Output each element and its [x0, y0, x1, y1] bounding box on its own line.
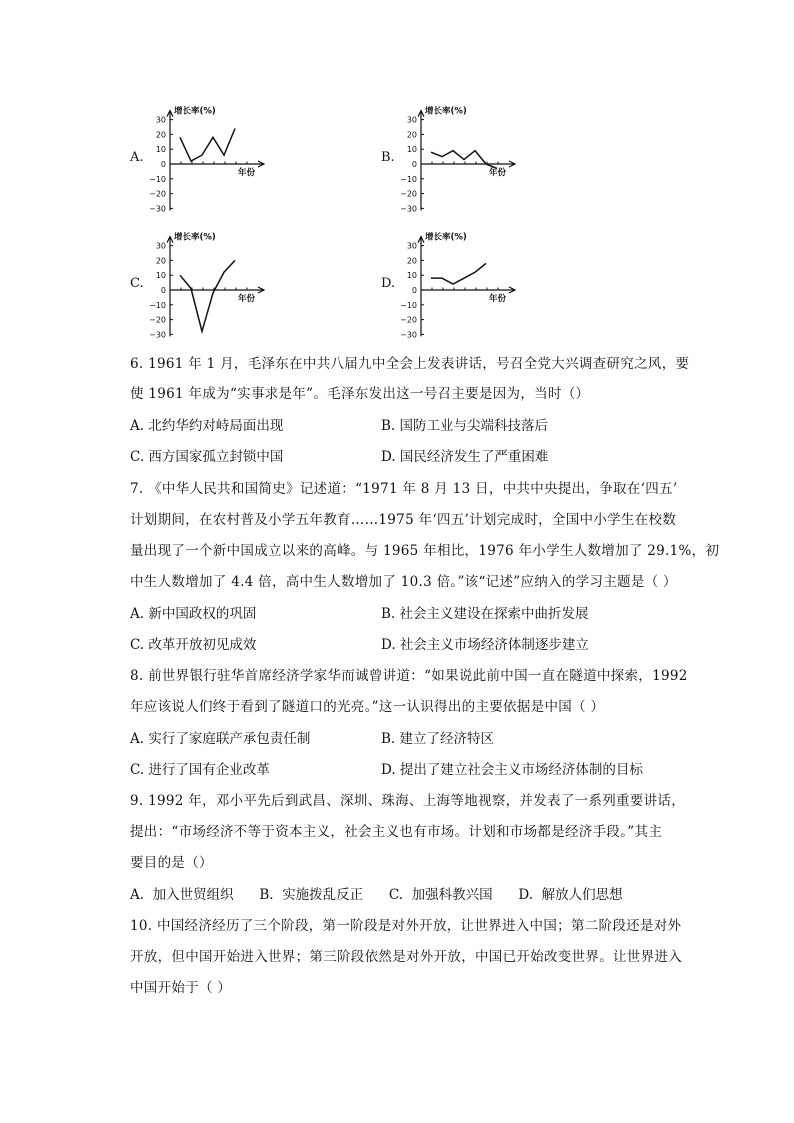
- y-axis-label: 增长率(%): [425, 232, 467, 243]
- question-8-option-d[interactable]: D. 提出了建立社会主义市场经济体制的目标: [381, 762, 643, 778]
- y-tick-label: −10: [149, 300, 166, 310]
- y-tick-label: 10: [406, 145, 417, 155]
- y-tick-label: 0: [411, 286, 417, 295]
- series-line: [431, 263, 486, 284]
- y-tick-label: −10: [400, 300, 417, 310]
- y-tick-label: −10: [400, 174, 417, 184]
- y-tick-label: −20: [400, 189, 417, 199]
- question-9-options[interactable]: A. 加入世贸组织 B. 实施拨乱反正 C. 加强科教兴国 D. 解放人们思想: [130, 887, 623, 903]
- y-tick-label: −30: [400, 330, 417, 340]
- y-tick-label: 10: [155, 271, 166, 281]
- question-9-stem-line-3: 要目的是（）: [130, 855, 213, 871]
- chart-option-a: [142, 98, 272, 218]
- question-7-option-c[interactable]: C. 改革开放初见成效: [130, 637, 257, 653]
- option-a-letter: A.: [130, 150, 144, 165]
- x-axis-label: 年份: [238, 294, 256, 304]
- option-b-letter: B.: [381, 150, 395, 165]
- question-6-stem-line-1: 6. 1961 年 1 月，毛泽东在中共八届九中全会上发表讲话，号召全党大兴调查研究之风，要: [130, 356, 690, 372]
- y-axis-label: 增长率(%): [174, 106, 216, 117]
- series-line: [180, 128, 235, 161]
- y-tick-label: 0: [411, 160, 417, 169]
- y-tick-label: 20: [406, 130, 417, 140]
- question-7-stem-line-4: 中生人数增加了 4.4 倍，高中生人数增加了 10.3 倍。”该“记述”应纳入的学习主题是（ ）: [130, 574, 677, 590]
- chart-option-d: [393, 224, 523, 344]
- question-10-stem-line-3: 中国开始于（ ）: [130, 980, 232, 996]
- question-9-stem-line-1: 9. 1992 年，邓小平先后到武昌、深圳、珠海、上海等地视察，并发表了一系列重要讲话，: [130, 793, 686, 809]
- y-tick-label: −20: [149, 189, 166, 199]
- question-7-stem-line-1: 7. 《中华人民共和国简史》记述道：“1971 年 8 月 13 日，中共中央提出，争取在‘四五’: [130, 481, 678, 497]
- question-7-option-d[interactable]: D. 社会主义市场经济体制逐步建立: [381, 637, 589, 653]
- question-7-stem-line-3: 量出现了一个新中国成立以来的高峰。与 1965 年相比，1976 年小学生人数增加了 29.1%，初: [130, 543, 720, 559]
- question-8-stem-line-2: 年应该说人们终于看到了隧道口的光亮。”这一认识得出的主要依据是中国（ ）: [130, 699, 605, 715]
- question-6-stem-line-2: 使 1961 年成为“实事求是年”。毛泽东发出这一号召主要是因为，当时（）: [130, 386, 590, 402]
- question-9-stem-line-2: 提出：“市场经济不等于资本主义，社会主义也有市场。计划和市场都是经济手段。”其主: [130, 824, 663, 840]
- series-line: [431, 151, 497, 169]
- y-tick-label: −20: [149, 315, 166, 325]
- question-6-option-b[interactable]: B. 国防工业与尖端科技落后: [381, 418, 549, 434]
- chart-option-b: [393, 98, 523, 218]
- question-8-stem-line-1: 8. 前世界银行驻华首席经济学家华而诚曾讲道：“如果说此前中国一直在隧道中探索，1992: [130, 668, 688, 684]
- y-tick-label: 30: [406, 241, 417, 251]
- y-tick-label: 0: [160, 286, 166, 295]
- y-tick-label: −20: [400, 315, 417, 325]
- y-tick-label: 10: [155, 145, 166, 155]
- y-tick-label: −30: [149, 330, 166, 340]
- y-tick-label: 30: [406, 115, 417, 125]
- y-axis-label: 增长率(%): [425, 106, 467, 117]
- question-8-option-c[interactable]: C. 进行了国有企业改革: [130, 762, 270, 778]
- y-tick-label: 20: [155, 256, 166, 266]
- series-line: [180, 260, 235, 331]
- option-d-letter: D.: [381, 276, 396, 291]
- chart-option-c: [142, 224, 272, 344]
- y-axis-label: 增长率(%): [174, 232, 216, 243]
- option-c-letter: C.: [130, 276, 144, 291]
- y-tick-label: 10: [406, 271, 417, 281]
- y-tick-label: 20: [406, 256, 417, 266]
- question-6-option-d[interactable]: D. 国民经济发生了严重困难: [381, 449, 549, 465]
- x-axis-label: 年份: [238, 168, 256, 178]
- question-6-option-a[interactable]: A. 北约华约对峙局面出现: [130, 418, 284, 434]
- y-tick-label: −30: [149, 204, 166, 214]
- y-tick-label: 20: [155, 130, 166, 140]
- question-6-option-c[interactable]: C. 西方国家孤立封锁中国: [130, 449, 284, 465]
- y-tick-label: 30: [155, 241, 166, 251]
- y-tick-label: −10: [149, 174, 166, 184]
- question-7-option-b[interactable]: B. 社会主义建设在探索中曲折发展: [381, 606, 589, 622]
- y-tick-label: 0: [160, 160, 166, 169]
- y-tick-label: 30: [155, 115, 166, 125]
- question-8-option-a[interactable]: A. 实行了家庭联产承包责任制: [130, 731, 311, 747]
- question-10-stem-line-1: 10. 中国经济经历了三个阶段，第一阶段是对外开放，让世界进入中国；第二阶段还是对外: [130, 918, 682, 934]
- y-tick-label: −30: [400, 204, 417, 214]
- question-7-stem-line-2: 计划期间，在农村普及小学五年教育……1975 年‘四五’计划完成时，全国中小学生在校数: [130, 512, 677, 528]
- question-7-option-a[interactable]: A. 新中国政权的巩固: [130, 606, 257, 622]
- question-10-stem-line-2: 开放，但中国开始进入世界；第三阶段依然是对外开放，中国已开始改变世界。让世界进入: [130, 949, 682, 965]
- x-axis-label: 年份: [489, 294, 507, 304]
- question-8-option-b[interactable]: B. 建立了经济特区: [381, 731, 495, 747]
- x-axis-label: 年份: [489, 168, 507, 178]
